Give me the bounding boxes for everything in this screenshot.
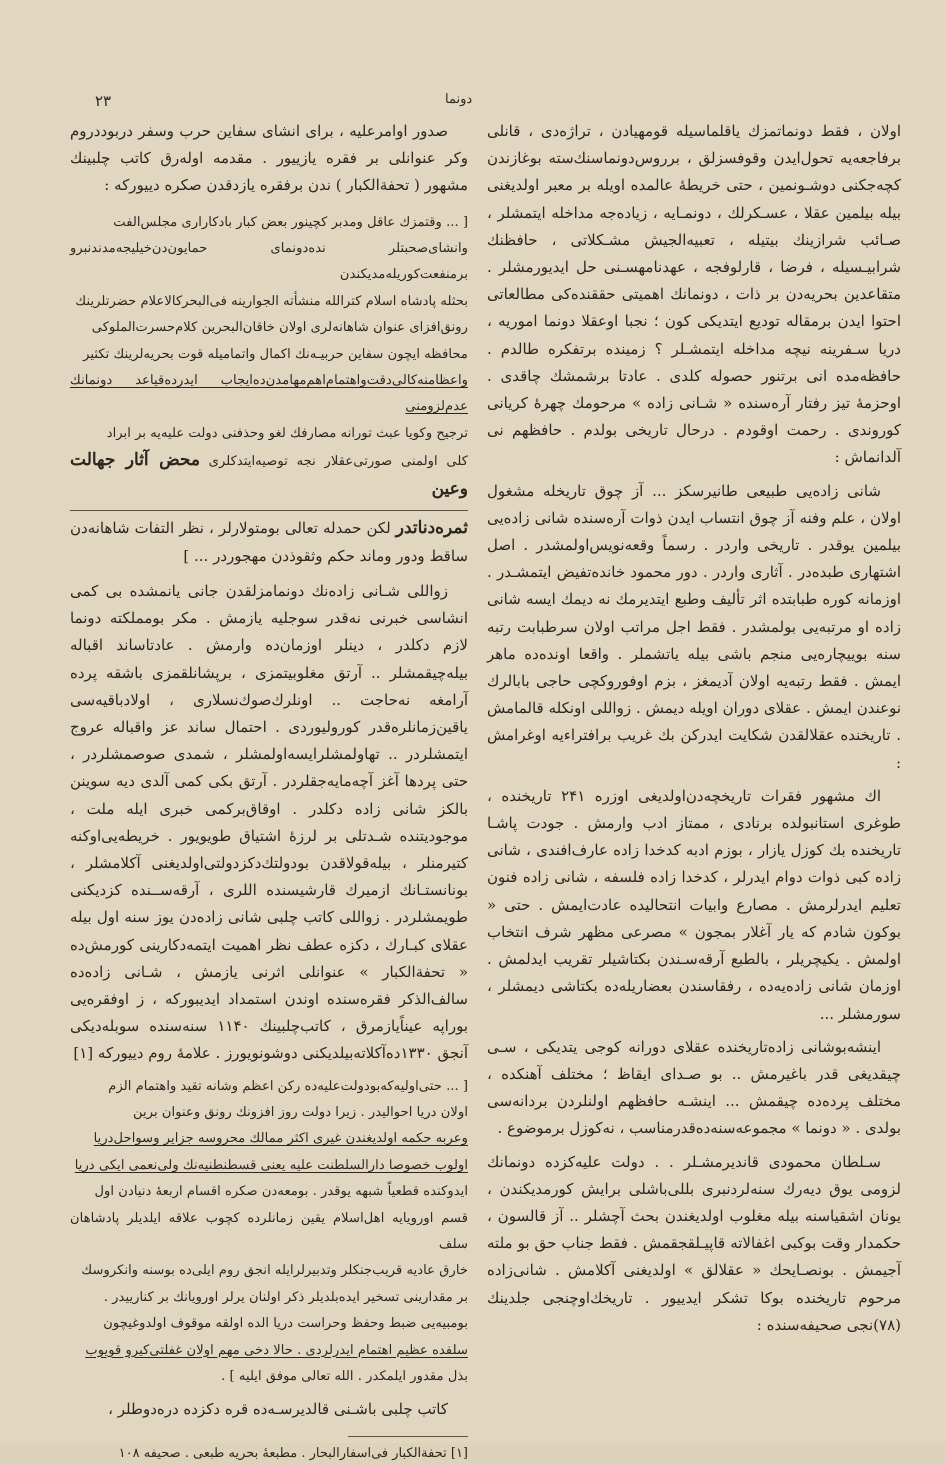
left-column [70,118,468,1465]
footnote-divider [348,1436,468,1437]
quote-line: وانشای‌صحبتلر نده‌دونمای حمایون‌دن‌خیلیجه‌مدندنبرو برمنفعت‌كوریله‌مدیكندن [70,241,468,283]
quote-line: بذل مقدور ایلمكدر . الله تعالی موفق ایلیه ] . [221,1369,468,1385]
quote-line [70,447,468,504]
footnote: [۱] تحفة‌الكبار فی‌اسفار‌البحار . مطبعهٔ بحریه طبعی . صحیفه ۱۰۸ [118,1445,468,1461]
quote-line: [ ... وقتمزك عاقل ومدبر كچینور بعض كبار بادكاراری مجلس‌الفت [113,214,468,230]
left-intro: صدور اوامرعلیه ، برای انشای سفاین حرب وسفر دربوددروم وكر عنوانلی بر فقره یازییور . مقدمه اوله‌رق كاتب چلبینك مشهور ( تحفة‌الكبار ) ندن برفقره یازدقدن صكره دییوركه : [70,122,468,195]
page-number: ۲۳ [95,92,112,110]
quote-line: اولان دریا احوالیدر . زیرا دولت روز افزونك رونق وعنوان برین [133,1104,468,1120]
right-paragraph-4: اینشه‌بوشانی زاده‌تاریخنده عقلای دورانه كوجی یتدیكی ، سـی چیقدیغی قدر باغیرمش .. بو صـدای ایقاظ ؛ مختلف آهنكده ، مختلف پرده‌ده چیقمش ... اینشـه حافظهم اولنلردن بردانه‌سی بولدی . « دونما » مجموعه‌سنه‌ده‌قدرمناسب ، نه‌كوزل برموضوع . [487,1037,901,1138]
quote-line: ایدوكنده قطعیاً شبهه یوقدر . بومعه‌دن صكره اقسام اربعهٔ دنیادن اول [94,1184,468,1200]
quote-emph-prefix: كلی اولمنی صورتی‌عقلار نجه توصیه‌ایتدكلری [208,454,468,470]
quote-tuhfat-al-kibar [70,210,468,572]
quote-line: [ ... حتی‌اولیه‌كه‌بودولت‌علیه‌ده ركن اعظم وشانه تقید واهتمام الزم [108,1078,468,1094]
quote-line: اولوب خصوصا دارالسلطنت علیه یعنی قسطنطنیه‌نك ولی‌نعمی ایكی دریا [74,1157,468,1173]
quote-line: خارق عادیه قریب‌جنكلر وتدبیرلرایله انجق روم ایلی‌ده بوسنه وانكروسك [81,1263,468,1279]
running-title: دونما [445,92,473,107]
right-paragraph-2: شانی زاده‌یی طبیعی طانیرسكز ... آز چوق تاریخله مشغول اولان ، علم وفنه آز چوق انتساب ایدن ذوات آره‌سنده شانی زاده‌یی بیلمین یوقدر . تاریخی واردر . رسماً وقعه‌نویس‌اولمشدر . اصل اشتهاری طبده‌در . آثاری واردر . دور محمود خانده‌تفیض ایتمشـدر . اوزمانه كوره طبابتده اثر تألیف وطبع ایتدیرمك نه دیمك ایسه شانی زاده او مرتبه‌یی بولمشدر . فقط اجل مراتب اولان سرطبابت رتبه‌ سنه بوییچاره‌یی منجم باشی بیله یاتشملر . واقعا اونده‌ده ماهر ایمش . فقط رتبه‌یه اولان آدیمغز ، بزم اوفوروكچی حاجی بابالرك نوعندن ایمش . عقلای دوران اویله دیمش . زواللی اونكله قالمامش . تاریخنده عقلالقدن شكایت ایدركن بك غریب برافتراءیه اوغرامش : [487,481,901,772]
quote-line: رونق‌افزای عنوان شاهانه‌لری اولان خاقان‌البحرین كلام‌حسرت‌الملوكی [91,320,468,336]
right-paragraph-3: اك مشهور فقرات تاریخچه‌دن‌اولدیغی اوزره ۲۴۱ تاریخنده ، طوغری استانبولده برنادی ، ممتاز ادب وارمش . جودت پاشـا تاریخنده بك كوزل یازار ، بوزم ادبه كدخدا زاده عارف‌افندی ، شانی زاده كبی ذوات دوام ایدرلر ، كدخدا زاده فلسفه ، شانی زاده فنون تعلیم ایدرلرمش . مصارع وابیات انتحالیده عادت‌ایمش . حتی « بوكون شادم كه یار آغلار بمجون » مصرعی مظهر شرف انتخاب اولمش . یكیچریلر ، بالطبع آرقه‌سـندن بكتاشیلر تقریب ایدلمش . اوزمان شانی زاده‌یه‌ده ، رفقاسندن بعضاریله‌ده بكتاشی دیمشلر ، سورمشلر ... [487,786,901,1023]
left-body-paragraph: زواللی شـانی زاده‌نك دونمامزلقدن جانی یانمشده بی كمی انشاسی خبرنی نه‌قدر سوجلیه یازمش . مكر بومملكته دونما لازم دكلدر ، دینلر اوزمان‌ده وارمش . عادتاساند اقباله بیله‌چیقمشلر .. آرتق مغلوبیتمزی ، برپشانلقمزی باشقه پرده آرامغه نه‌حاجت .. اونلرك‌صوك‌نسلاری ، اولادباقیه‌سی یاقین‌زمانلره‌قدر كورولیوردی . احتمال ساند عز واقباله عروج ایتمشلردر .. تهاولمشلرایسه‌اولمشلر ، شمدی صوصمشلردر ، حتی پردها آغز آچه‌مایه‌جقلردر . آرتق بكی كمی آلدی دیه سوینن بالكز شانی زاده دكلدر . اوقاق‌بركمی خبری ایله ملت ، موجودیتنده شـدتلی بر لرزهٔ اشتیاق طویویور . خریطه‌یی‌اوكنه كتیرمنلر ، بیله‌قولاقدن بودولتك‌دكزدولتی‌اولدیغنی آكلامشلر ، بونانستـانك ازمیرك قارشیسنده اللری ، آرقه‌ســنده كزدیكنی طویمشلردر . زواللی كاتب چلبی شانی زاده‌دن یوز سنه اول بیله عقلای كبـارك ، دكزه عطف نظر اهمیت ایتمه‌دكارینی كورمش‌ده « تحفة‌الكبار » عنوانلی اثرنی یازمش ، شـانی زاده‌ده سالف‌الذكر فقره‌سنده اوندن استمداد ایدیبوركه ، ز اوفقره‌یی بوراپه عیناًیازمرق ، كاتب‌چلبینك ۱۱۴۰ سنه‌سنده سوبله‌دیكی آنجق ۱۳۳۰ده‌آكلاته‌بیلدیكنی دوشونویورز . علامهٔ روم دییوركه [۱] [70,581,468,1063]
quote-end-tail: لكن حمدله تعالی بومتولارلر ، نظر التفات شاهانه‌دن ساقط ودور وماند حكم وثقوذدن مهجوردر ... ] [70,519,468,566]
quote-line: وعربه حكمه اولدیغندن غیری اكثر ممالك محروسه جزایر وسواحل‌دریا [93,1131,468,1147]
quote-line [70,515,468,572]
right-paragraph-1: اولان ، فقط دونماتمزك یاقلماسیله قومهیادن ، تراژه‌دی ، قانلی برفاجعه‌یه تحول‌ایدن وقوفسزلق ، برروس‌دونماسنك‌سته بوغازندن كچه‌جكنی دوشـونمین ، حتی خریطهٔ عالمده اویله بر معبر اولدیغنی بیله بیلمین عقلا ، عسـكرلك ، دونمـایه ، زیاده‌جه مداخله ایتمشلر ، صـائب شرازینك بیتیله ، تعبیه‌الجیش مشـكلاتی ، حافظنك شرابیـسیله ، فرضا ، قارلوفجه ، عهدنامهسـنی حل ایدیورمشلر . متقاعدین بحریه‌دن بر ذات ، دونمانك اهمیتی حققنده‌كی مطالعاتی احتوا ایدن برمقاله تودیع ایتدیكی كون ؛ نجبا اوعقلا دونما اموریه ، دریا سـفرینه نیچه مداخله ایتمشـلر ؟ زمینده برتفكره طالدم . حافظه‌مده انی برتنور حصوله كلدی . عادتا برشمشك چاقدی . اوحزمهٔ تیز رفتار آره‌سنده « شـانی زاده » مرحومك چهرهٔ كریانی كوروندی . رحمت اوقودم . درحال تاریخی بولدم . حافظهم نی آلدانماش : [487,122,901,467]
quote-line: بحثله پادشاه اسلام كترالله منشأته الجوارینه فی‌البحركالاعلام حضرتلرینك [75,293,468,309]
divider [70,510,468,511]
quote-line: سلفده عظیم اهتمام ایدرلردی . حالا دخی مهم اولان غفلتی‌كیرو قویوب [85,1342,468,1358]
running-head [0,92,946,116]
quote-line: محافظه ایچون سفاین حربیـه‌نك اكمال واتمامیله قوت بحریه‌لرینك تكثیر [83,346,468,362]
quote-end-emphasis: ثمره‌دناتدر [395,518,468,539]
quote-line: بر مقدارینی تسخیر ایده‌بلدیلر ذكر اولنان یرلر اورویانك بر كنارییدر . [103,1289,468,1305]
quote-line: ترجیح وكویا عبث تورانه مصارفك لغو وحذفنی دولت علیه‌یه بر ابراد [106,425,468,441]
quote-line: قسم اورویایه اهل‌اسلام یقین زمانلرده كچوب علاقه ایلدیلر پادشاهان سلف [70,1210,468,1252]
right-paragraph-5: سـلطان محمودی قاندیرمشـلر . . دولت علیه‌كزده دونمانك لزومی یوق دیه‌رك سنه‌لردنبری بللی‌باشلی برایش كورمدیكندن ، یونان اشقیاسنه بیله مغلوب اولدیغندن بحث آچشلر .. آز قالسون ، حكمدار وقت بوكبی اغفالاته قاپیـلقجقمش . فقط جناب حق بو ملته آجیمش . بونصـایحك « عقلالق » اولدیغنی آكلامش . شانی‌زاده مرحوم تاریخنده بوكا تشكر ایدییور . تاریخك‌اوچنجی جلدینك (۷۸)نجی صحیفه‌سنده : [487,1152,901,1334]
quote-line: بومبیه‌یی ضبط وحفظ وحراست دریا الده اولقه موقوف اولدوغیچون [103,1316,468,1332]
quote-emphasis: محض آثار جهالت وعین [70,450,468,499]
left-closing-line: كاتب چلبی باشـنی قالدیرسـه‌ده قره دكزده دره‌دوطلر ، [108,1400,448,1419]
quote-katib-celebi [70,1074,468,1391]
right-column [487,118,901,1339]
quote-line: واعظامنه‌كالی‌دقت‌واهتمام‌اهم‌مهامدن‌ده‌ایجاب ایدرده‌قیاعد دونمانك عدم‌لزومنی [70,373,468,415]
